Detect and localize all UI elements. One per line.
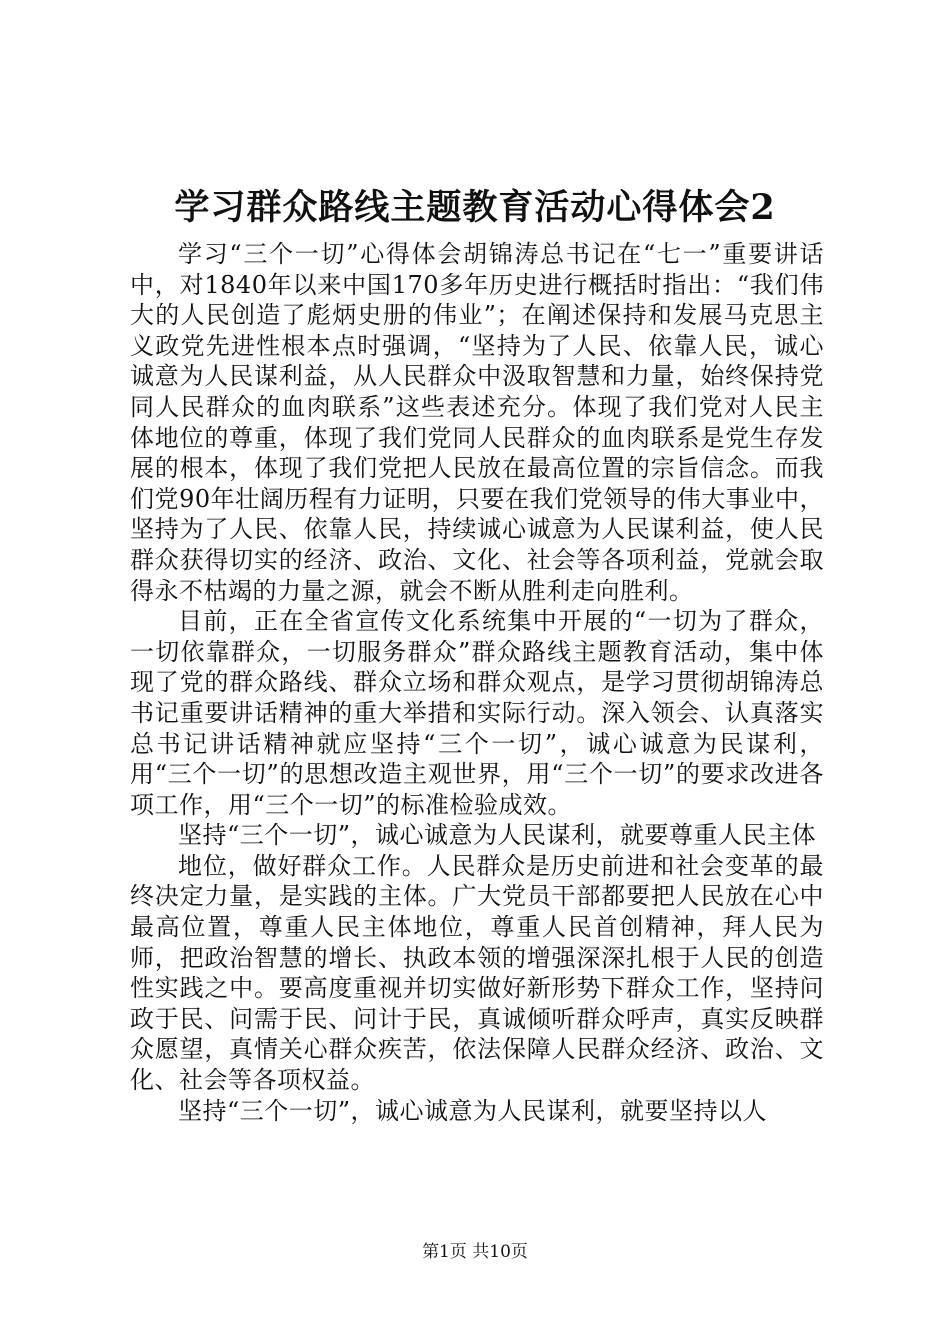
paragraph-2: 目前，正在全省宣传文化系统集中开展的“一切为了群众，一切依靠群众，一切服务群众”群众路线主题教育活动，集中体现了党的群众路线、群众立场和群众观点，是学习贯彻胡锦涛总书记重要讲话精神的重大举措和实际行动。深入领会、认真落实总书记讲话精神就应坚持“三个一切”，诚心诚意为民谋利，用“三个一切”的思想改造主观世界，用“三个一切”的要求改进各项工作，用“三个一切”的标准检验成效。 xyxy=(130,607,824,819)
paragraph-1: 学习“三个一切”心得体会胡锦涛总书记在“七一”重要讲话中，对1840年以来中国170多年历史进行概括时指出：“我们伟大的人民创造了彪炳史册的伟业”；在阐述保持和发展马克思主义政党先进性根本点时强调，“坚持为了人民、依靠人民，诚心诚意为人民谋利益，从人民群众中汲取智慧和力量，始终保持党同人民群众的血肉联系”这些表述充分。体现了我们党对人民主体地位的尊重，体现了我们党同人民群众的血肉联系是党生存发展的根本，体现了我们党把人民放在最高位置的宗旨信念。而我们党90年壮阔历程有力证明，只要在我们党领导的伟大事业中，坚持为了人民、依靠人民，持续诚心诚意为人民谋利益，使人民群众获得切实的经济、政治、文化、社会等各项利益，党就会取得永不枯竭的力量之源，就会不断从胜利走向胜利。 xyxy=(130,240,824,605)
paragraph-3: 坚持“三个一切”，诚心诚意为人民谋利，就要尊重人民主体 xyxy=(178,821,817,850)
document-title: 学习群众路线主题教育活动心得体会2 xyxy=(174,187,776,228)
paragraph-5: 坚持“三个一切”，诚心诚意为人民谋利，就要坚持以人 xyxy=(178,1096,768,1125)
page-number-footer: 第1页 共10页 xyxy=(422,1242,528,1262)
document-body xyxy=(130,239,824,1126)
paragraph-4: 地位，做好群众工作。人民群众是历史前进和社会变革的最终决定力量，是实践的主体。广大党员干部都要把人民放在心中最高位置，尊重人民主体地位，尊重人民首创精神，拜人民为师，把政治智慧的增长、执政本领的增强深深扎根于人民的创造性实践之中。要高度重视并切实做好新形势下群众工作，坚持问政于民、问需于民、问计于民，真诚倾听群众呼声，真实反映群众愿望，真情关心群众疾苦，依法保障人民群众经济、政治、文化、社会等各项权益。 xyxy=(130,851,824,1095)
